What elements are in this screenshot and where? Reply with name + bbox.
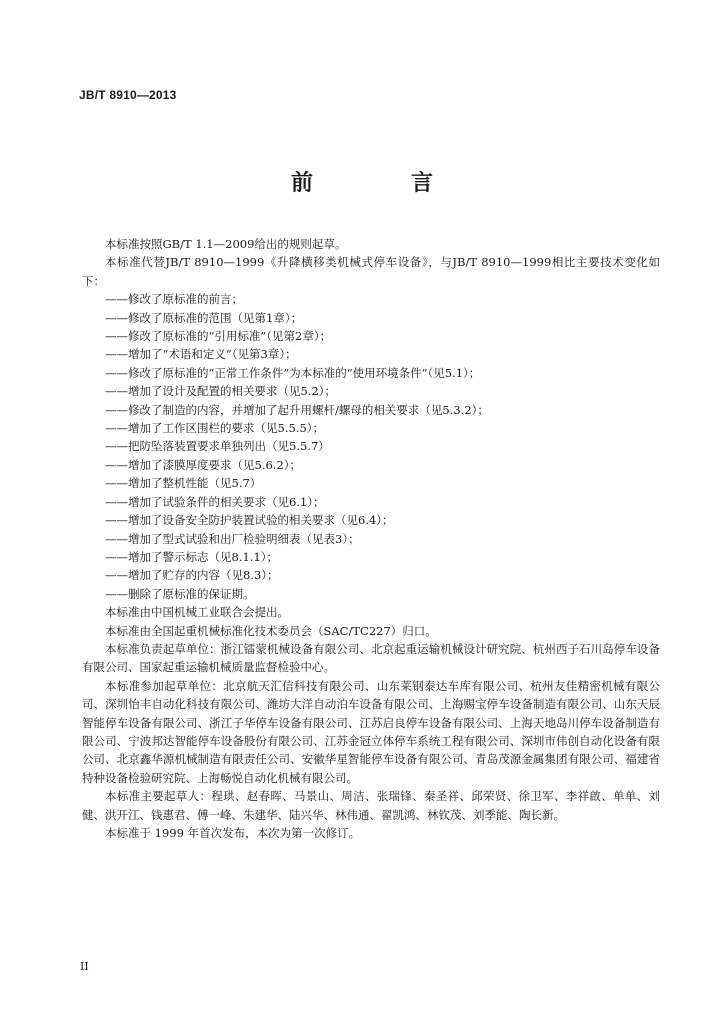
change-item: ——修改了原标准的范围（见第1章）；	[105, 310, 303, 325]
section-title: 前 言	[290, 171, 471, 196]
change-item: ——增加了漆膜厚度要求（见5.6.2）；	[105, 457, 302, 472]
change-list	[82, 290, 660, 603]
change-item: ——增加了“术语和定义”（见第3章）；	[105, 347, 297, 362]
paragraph: 本标准参加起草单位：北京航天汇信科技有限公司、山东莱钢泰达车库有限公司、杭州友佳精密机械有限公司、深圳怡丰自动化科技有限公司、潍坊大洋自动泊车设备有限公司、上海赐宝停车设备制造有限公司、山东天辰智能停车设备有限公司、浙江子华停车设备有限公司、江苏启良停车设备有限公司、上海天地岛川停车设备制造有限公司、宁波邦达智能停车设备股份有限公司、江苏金冠立体停车系统工程有限公司、深圳市伟创自动化设备有限公司、北京鑫华源机械制造有限责任公司、安徽华星智能停车设备有限公司、青岛茂源金属集团有限公司、福建省特种设备检验研究院、上海畅悦自动化机械有限公司。	[82, 678, 660, 785]
change-item: ——删除了原标准的保证期。	[105, 586, 255, 601]
change-item: ——增加了设备安全防护装置试验的相关要求（见6.4）；	[105, 513, 394, 528]
paragraph: 本标准由全国起重机械标准化技术委员会（SAC/TC227）归口。	[105, 623, 437, 638]
change-item: ——增加了整机性能（见5.7）	[105, 476, 262, 491]
change-item: ——增加了警示标志（见8.1.1）；	[105, 549, 279, 564]
paragraph: 本标准按照GB/T 1.1—2009给出的规则起草。	[105, 237, 347, 251]
change-item: ——修改了原标准的“引用标准”（见第2章）；	[105, 329, 332, 344]
page-number: II	[80, 960, 89, 973]
change-item: ——增加了贮存的内容（见8.3）；	[105, 568, 279, 583]
change-item: ——增加了设计及配置的相关要求（见5.2）；	[105, 384, 337, 399]
change-item: ——修改了原标准的“正常工作条件”为本标准的“使用环境条件”（见5.1）；	[105, 365, 481, 380]
paragraph: 本标准负责起草单位：浙江镭蒙机械设备有限公司、北京起重运输机械设计研究院、杭州西子石川岛停车设备有限公司、国家起重运输机械质量监督检验中心。	[82, 641, 660, 675]
standard-code-header: JB/T 8910—2013	[79, 88, 177, 102]
change-item: ——修改了制造的内容，并增加了起升用螺杆/螺母的相关要求（见5.3.2）；	[105, 402, 489, 417]
change-item: ——增加了型式试验和出厂检验明细表（见表3）；	[105, 531, 360, 546]
change-item: ——增加了工作区围栏的要求（见5.5.5）；	[105, 421, 325, 436]
paragraph: 本标准主要起草人：程珙、赵春晖、马景山、周洁、张瑞锋、秦圣祥、邱荣贤、徐卫军、李祥啟、单单、刘健、洪开江、钱惠君、傅一峰、朱建华、陆兴华、林伟通、翟凯鸿、林钦茂、刘季能、陶长新。	[82, 789, 660, 822]
paragraph: 本标准于 1999 年首次发布，本次为第一次修订。	[105, 826, 361, 840]
change-item: ——修改了原标准的前言；	[105, 292, 243, 307]
change-item: ——把防坠落装置要求单独列出（见5.5.7）	[105, 439, 330, 454]
paragraph: 本标准代替JB/T 8910—1999《升降横移类机械式停车设备》，与JB/T 8910—1999相比主要技术变化如下：	[82, 255, 660, 288]
paragraph: 本标准由中国机械工业联合会提出。	[105, 605, 289, 620]
foreword-body	[82, 235, 660, 842]
change-item: ——增加了试验条件的相关要求（见6.1）；	[105, 494, 325, 509]
